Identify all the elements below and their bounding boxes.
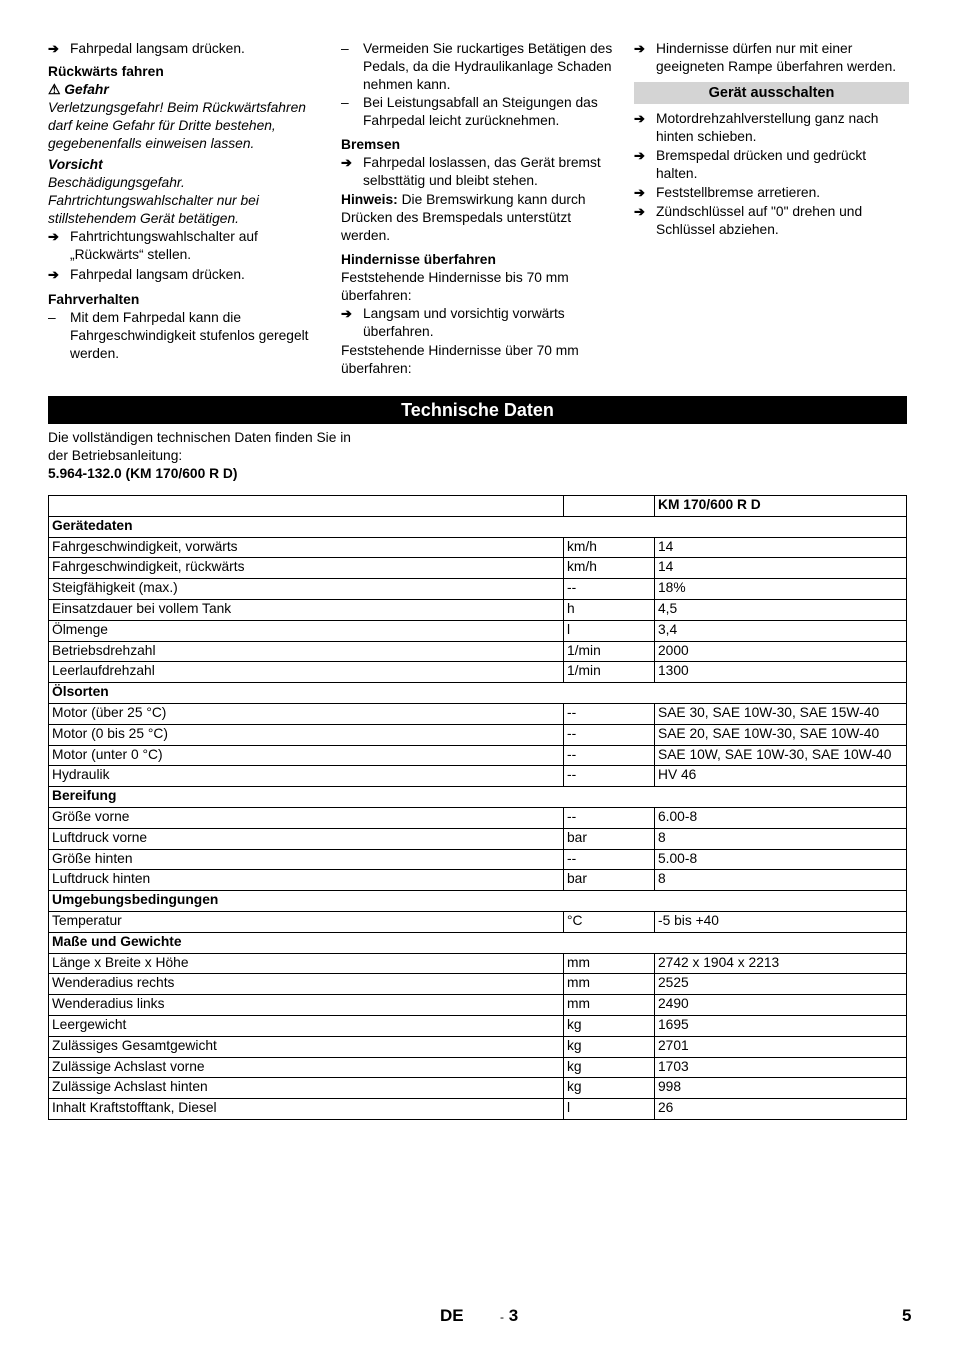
table-row: Größe vorne -- 6.00-8 [49, 807, 907, 828]
step-item: ➔ Bremspedal drücken und gedrückt halten. [634, 148, 867, 181]
table-section-row: Maße und Gewichte [49, 932, 907, 953]
table-row: Leerlaufdrehzahl 1/min 1300 [49, 662, 907, 683]
section-heading: Rückwärts fahren [48, 64, 164, 79]
step-item: ➔ Hindernisse dürfen nur mit einer geeigneten Rampe überfahren werden. [634, 41, 897, 74]
table-section-row: Bereifung [49, 787, 907, 808]
step-item: ➔ Langsam und vorsichtig vorwärts überfahren. [341, 306, 565, 339]
table-header-row [49, 496, 907, 517]
step-item: ➔ Motordrehzahlverstellung ganz nach hinten schieben. [634, 111, 879, 144]
arrow-icon: ➔ [341, 155, 352, 170]
note-paragraph: Hinweis: Die Bremswirkung kann durch Drücken des Bremspedals unterstützt werden. [341, 192, 586, 243]
page-number: 5 [902, 1306, 912, 1325]
table-row: Luftdruck hinten bar 8 [49, 870, 907, 891]
table-row: Zulässiges Gesamtgewicht kg 2701 [49, 1036, 907, 1057]
tech-intro: Die vollständigen technischen Daten finden Sie in der Betriebsanleitung: 5.964-132.0 (KM 170/600 R D) [48, 429, 368, 483]
danger-label: ⚠ Gefahr [48, 82, 109, 97]
arrow-icon: ➔ [48, 267, 59, 282]
table-row: Einsatzdauer bei vollem Tank h 4,5 [49, 599, 907, 620]
table-row: Leergewicht kg 1695 [49, 1015, 907, 1036]
step-item: ➔ Fahrpedal loslassen, das Gerät bremst selbsttätig und bleibt stehen. [341, 155, 601, 188]
column-3 [634, 40, 909, 239]
step-item: ➔ Fahrtrichtungswahlschalter auf „Rückwärts“ stellen. [48, 229, 258, 262]
table-row: Länge x Breite x Höhe mm 2742 x 1904 x 2213 [49, 953, 907, 974]
table-row: Motor (0 bis 25 °C) -- SAE 20, SAE 10W-30, SAE 10W-40 [49, 724, 907, 745]
caution-label: Vorsicht [48, 157, 103, 172]
section-heading: Hindernisse überfahren [341, 252, 496, 267]
paragraph: Feststehende Hindernisse bis 70 mm überfahren: [341, 270, 569, 303]
dash-item: – Bei Leistungsabfall an Steigungen das Fahrpedal leicht zurücknehmen. [341, 95, 598, 128]
table-row: Hydraulik -- HV 46 [49, 766, 907, 787]
arrow-icon: ➔ [48, 229, 59, 244]
table-row: Zulässige Achslast hinten kg 998 [49, 1078, 907, 1099]
table-row: Wenderadius links mm 2490 [49, 995, 907, 1016]
column-2 [341, 40, 616, 378]
footer-section-page: - 3 [500, 1306, 519, 1325]
paragraph: Feststehende Hindernisse über 70 mm überfahren: [341, 343, 579, 376]
step-item: ➔ Fahrpedal langsam drücken. [48, 267, 245, 282]
dash-item: – Mit dem Fahrpedal kann die Fahrgeschwindigkeit stufenlos geregelt werden. [48, 310, 309, 361]
table-section-row: Ölsorten [49, 683, 907, 704]
arrow-icon: ➔ [634, 185, 645, 200]
step-item: ➔ Zündschlüssel auf "0" drehen und Schlüssel abziehen. [634, 204, 863, 237]
table-section-row: Umgebungsbedingungen [49, 891, 907, 912]
arrow-icon: ➔ [634, 41, 645, 56]
arrow-icon: ➔ [634, 111, 645, 126]
table-row: Steigfähigkeit (max.) -- 18% [49, 579, 907, 600]
table-row: Motor (unter 0 °C) -- SAE 10W, SAE 10W-30, SAE 10W-40 [49, 745, 907, 766]
table-row: Inhalt Kraftstofftank, Diesel l 26 [49, 1099, 907, 1120]
table-row: Betriebsdrehzahl 1/min 2000 [49, 641, 907, 662]
danger-text: Verletzungsgefahr! Beim Rückwärtsfahren darf keine Gefahr für Dritte bestehen, gegebenenfalls einweisen lassen. [48, 100, 306, 151]
arrow-icon: ➔ [634, 148, 645, 163]
step-item: ➔ Fahrpedal langsam drücken. [48, 41, 245, 56]
table-section-row: Gerätedaten [49, 516, 907, 537]
step-item: ➔ Feststellbremse arretieren. [634, 185, 821, 200]
table-row: Fahrgeschwindigkeit, vorwärts km/h 14 [49, 537, 907, 558]
caution-text: Beschädigungsgefahr. Fahrtrichtungswahlschalter nur bei stillstehendem Gerät betätigen. [48, 175, 259, 226]
table-row: Luftdruck vorne bar 8 [49, 828, 907, 849]
table-row: Zulässige Achslast vorne kg 1703 [49, 1057, 907, 1078]
section-title-bar: Technische Daten [48, 396, 907, 424]
section-heading: Bremsen [341, 137, 401, 152]
arrow-icon: ➔ [341, 306, 352, 321]
table-row: Fahrgeschwindigkeit, rückwärts km/h 14 [49, 558, 907, 579]
table-row: Temperatur °C -5 bis +40 [49, 911, 907, 932]
table-row: Wenderadius rechts mm 2525 [49, 974, 907, 995]
dash-item: – Vermeiden Sie ruckartiges Betätigen des Pedals, da die Hydraulikanlage Schaden nehmen kann. [341, 41, 613, 92]
section-heading-shaded: Gerät ausschalten [634, 82, 909, 104]
warning-triangle-icon: ⚠ [48, 82, 61, 97]
column-1 [48, 40, 318, 363]
table-row: Motor (über 25 °C) -- SAE 30, SAE 10W-30, SAE 15W-40 [49, 703, 907, 724]
arrow-icon: ➔ [48, 41, 59, 56]
section-heading: Fahrverhalten [48, 292, 140, 307]
technical-data-table [48, 495, 907, 1120]
model-header: KM 170/600 R D [655, 496, 907, 517]
table-row: Ölmenge l 3,4 [49, 620, 907, 641]
footer-language: DE [440, 1306, 464, 1325]
table-row: Größe hinten -- 5.00-8 [49, 849, 907, 870]
reference-number: 5.964-132.0 (KM 170/600 R D) [48, 466, 238, 481]
arrow-icon: ➔ [634, 204, 645, 219]
